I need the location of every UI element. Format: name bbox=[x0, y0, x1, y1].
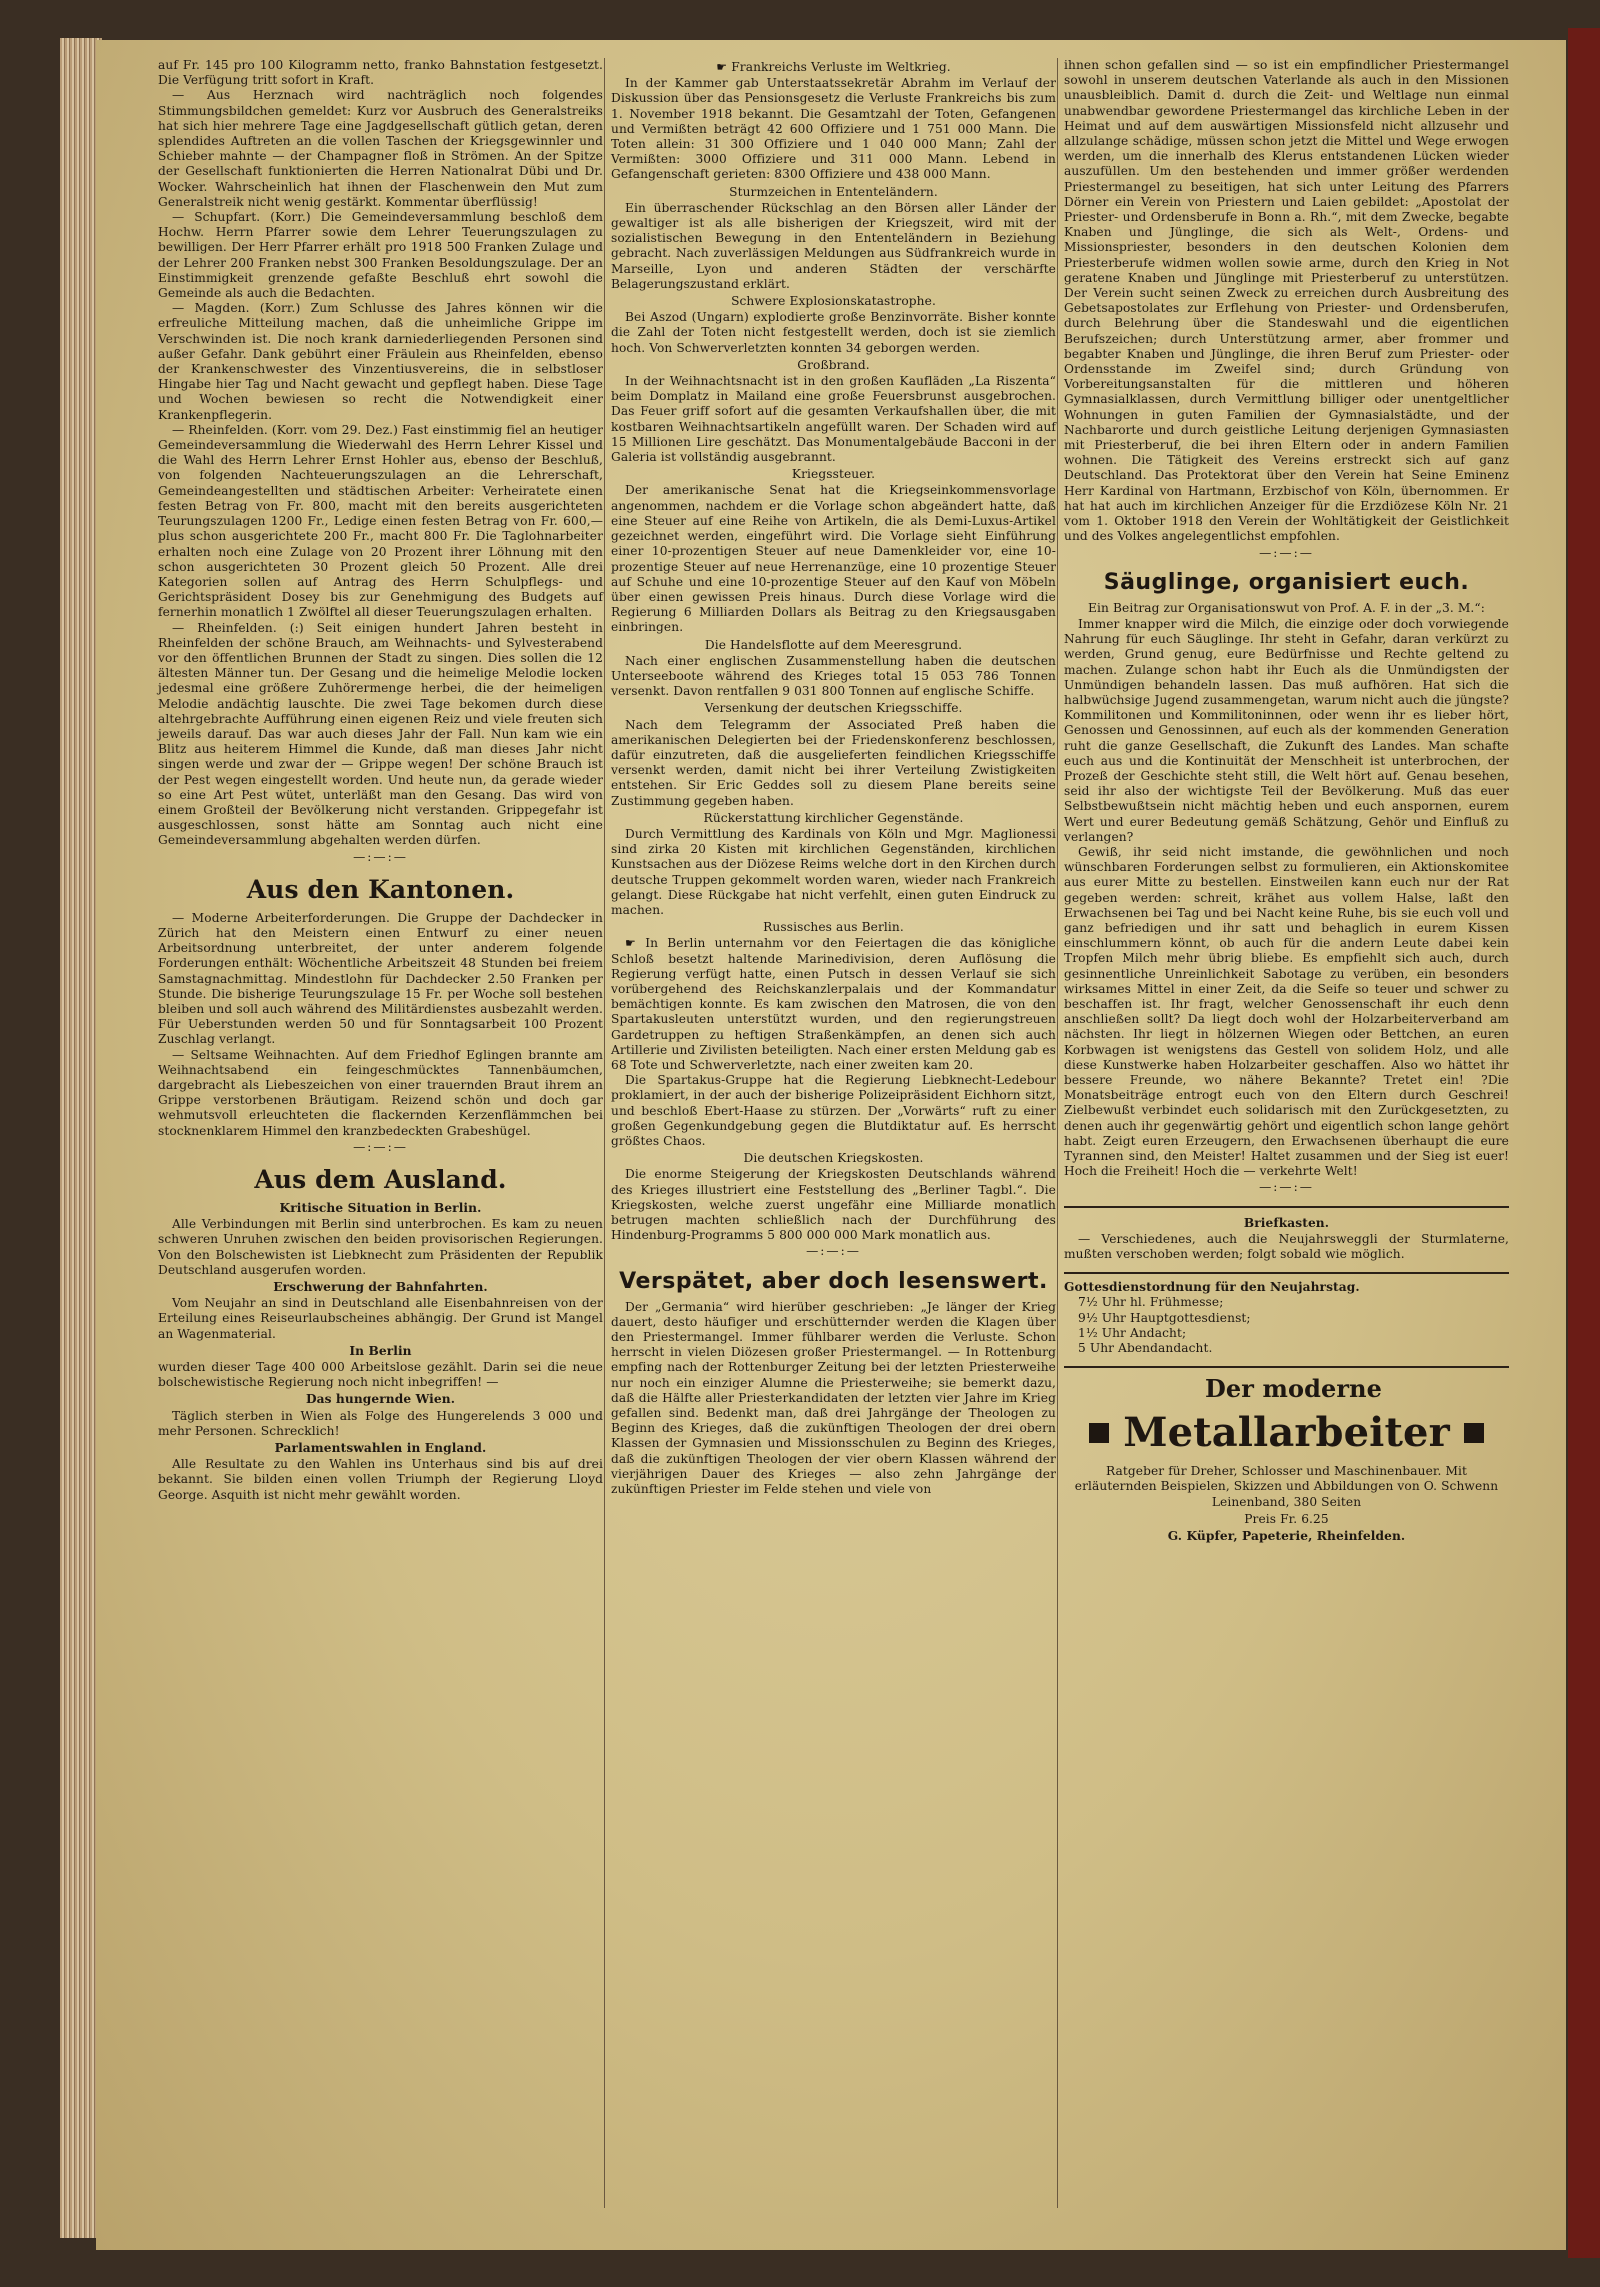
ad-main-title: Metallarbeiter bbox=[1123, 1409, 1450, 1457]
article-subheading: Parlamentswahlen in England. bbox=[274, 1441, 487, 1456]
square-ornament-icon bbox=[1089, 1423, 1109, 1443]
article-paragraph: Alle Verbindungen mit Berlin sind unterbrochen. Es kam zu neuen schweren Unruhen zwischen den beiden provisorischen Regierungen. Von den Bolschewisten ist Liebknecht zum Präsidenten der Republik Deutschland ausgerufen worden. bbox=[158, 1217, 603, 1277]
headline-saeuglinge: Säuglinge, organisiert euch. bbox=[1103, 569, 1470, 595]
article-subheading: Rückerstattung kirchlicher Gegenstände. bbox=[703, 810, 964, 825]
schedule-line: 1½ Uhr Andacht; bbox=[1078, 1325, 1187, 1340]
article-subheading: Großbrand. bbox=[797, 357, 870, 372]
article-subheading: Sturmzeichen in Ententeländern. bbox=[729, 184, 938, 199]
article-subheading: Erschwerung der Bahnfahrten. bbox=[273, 1280, 488, 1295]
ad-description: Ratgeber für Dreher, Schlosser und Maschinenbauer. Mit erläuternden Beispielen, Skizzen und Abbildungen von O. Schwenn Leinenband, 380 Seiten bbox=[1074, 1464, 1499, 1509]
article-paragraph: Ein überraschender Rückschlag an den Börsen aller Länder der gewaltiger ist als alle bisherigen der Kriegszeit, wird mit der sozialistischen Bewegung in den Ententeländern in Beziehung gebracht. Nach zuverlässigen Meldungen aus Südfrankreich wurde in Marseille, Lyon und anderen Städten der verschärfte Belagerungszustand erklärt. bbox=[611, 200, 1056, 291]
article-paragraph: — Rheinfelden. (:) Seit einigen hundert Jahren besteht in Rheinfelden der schöne Brauch, am Weihnachts- und Sylvesterabend vor den öffentlichen Brunnen der Stadt zu singen. Dies sollen die 12 ältesten Männer tun. Der Gesang und die heimelige Melodie locken jedesmal eine größere Zuhörermenge herbei, die der heimeligen Melodie andächtig lauschte. Die zwei Tage bekomen durch diese altehrgebrachte Aufführung einen eigenen Reiz und viele freuten sich jeweils darauf. Das war auch dieses Jahr der Fall. Nun kam wie ein Blitz aus heiterem Himmel die Kunde, daß man dieses Jahr nicht singen werde und zwar der — Grippe wegen! Der schöne Brauch ist der Pest wegen eingestellt worden. Und heute nun, da gerade wieder so eine Art Pest wütet, unterläßt man den Gesang. Das wird von einem Großteil der Bevölkerung nicht verstanden. Grippegefahr ist ausgeschlossen, sonst hätte am Sonntag auch nicht eine Gemeindeversammlung abgehalten werden dürfen. bbox=[158, 620, 603, 848]
article-paragraph: — Magden. (Korr.) Zum Schlusse des Jahres können wir die erfreuliche Mitteilung machen, daß die unheimliche Grippe im Verschwinden ist. Die noch krank darniederliegenden Personen sind außer Gefahr. Dank gebührt einer Fräulein aus Rheinfelden, ebenso der Krankenschwester des Vinzentiusvereins, die in selbstloser Hingabe hier Tag und Nacht gewacht und gepflegt haben. Diese Tage und Wochen bewiesen so recht die Notwendigkeit einer Krankenpflegerin. bbox=[158, 301, 603, 422]
column-1 bbox=[158, 58, 603, 1503]
article-paragraph: Nach dem Telegramm der Associated Preß haben die amerikanischen Delegierten bei der Friedenskonferenz beschlossen, dafür einzutreten, daß die ausgelieferten feindlichen Kriegsschiffe versenkt werden, damit nicht bei ihrer Verteilung Zwistigkeiten entstehen. Sir Eric Geddes soll zu diesem Plane bereits seine Zustimmung gegeben haben. bbox=[611, 717, 1056, 808]
section-heading-ausland: Aus dem Ausland. bbox=[254, 1165, 507, 1195]
advertisement-metallarbeiter bbox=[1064, 1366, 1509, 1544]
column-2 bbox=[611, 58, 1056, 1497]
article-paragraph: — Seltsame Weihnachten. Auf dem Friedhof Eglingen brannte am Weihnachtsabend ein feingeschmücktes Tannenbäumchen, dargebracht als Liebeszeichen von einer trauernden Braut ihrem an Grippe verstorbenen Bräutigam. Reizend schön und doch gar wehmutsvoll erleuchteten die flackernden Kerzenflämmchen bei stocknenklarem Himmel den kranzbedeckten Grabeshügel. bbox=[158, 1047, 603, 1138]
article-paragraph: Der amerikanische Senat hat die Kriegseinkommensvorlage angenommen, nachdem er die Vorlage schon abgeändert hatte, daß eine Steuer auf eine Reihe von Artikeln, die als Demi-Luxus-Artikel gezeichnet werden, eingeführt wird. Die Vorlage sieht Einführung einer 10-prozentigen Steuer auf neue Damenkleider vor, eine 10-prozentige Steuer auf neue Herrenanzüge, eine 10 prozentige Steuer auf Schuhe und eine 10-prozentige Steuer auf den Kauf von Möbeln über einen gewissen Preis hinaus. Durch diese Vorlage wird die Regierung 6 Milliarden Dollars als Beitrag zu den Kriegsausgaben einbringen. bbox=[611, 483, 1056, 635]
separator: —:—:— bbox=[1259, 545, 1314, 560]
schedule-line: 5 Uhr Abendandacht. bbox=[1078, 1341, 1213, 1356]
separator: —:—:— bbox=[353, 1139, 408, 1154]
article-byline: Ein Beitrag zur Organisationswut von Prof. A. F. in der „3. M.“: bbox=[1088, 600, 1485, 615]
schedule-line: 7½ Uhr hl. Frühmesse; bbox=[1078, 1295, 1224, 1310]
ad-shop: G. Küpfer, Papeterie, Rheinfelden. bbox=[1167, 1529, 1406, 1544]
square-ornament-icon bbox=[1464, 1423, 1484, 1443]
article-paragraph: wurden dieser Tage 400 000 Arbeitslose gezählt. Darin sei die neue bolschewistische Regierung noch nicht inbegriffen! — bbox=[158, 1360, 603, 1390]
article-paragraph: — Moderne Arbeiterforderungen. Die Gruppe der Dachdecker in Zürich hat den Meistern einen Entwurf zu einer neuen Arbeitsordnung unterbreitet, der unter anderem folgende Forderungen enthält: Wöchentliche Arbeitszeit 48 Stunden bei freiem Samstagnachmittag. Mindestlohn für Dachdecker 2.50 Franken per Stunde. Die bisherige Teurungszulage 15 Fr. per Woche soll bestehen bleiben und soll auch während des Militärdienstes ausbezahlt werden. Für Ueberstunden werden 50 und für Sonntagsarbeit 100 Prozent Zuschlag verlangt. bbox=[158, 910, 603, 1047]
article-subheading: Russisches aus Berlin. bbox=[763, 920, 904, 935]
article-subheading: Kritische Situation in Berlin. bbox=[279, 1201, 482, 1216]
newspaper-page bbox=[96, 40, 1566, 2250]
article-paragraph: — Aus Herznach wird nachträglich noch folgendes Stimmungsbildchen gemeldet: Kurz vor Ausbruch des Generalstreiks hat sich hier mehrere Tage eine Jagdgesellschaft gütlich getan, deren splendides Auftreten an die vollen Taschen der Kriegsgewinnler und Schieber mahnte — der Champagner floß in Strömen. An der Spitze der Gesellschaft funktionierten die Herren Nationalrat Dübi und Dr. Wocker. Wahrscheinlich hat ihnen der Flaschenwein den Mut zum Generalstreik nicht wenig gestärkt. Kommentar überflüssig! bbox=[158, 88, 603, 209]
headline-verspaetet: Verspätet, aber doch lesenswert. bbox=[619, 1268, 1048, 1294]
article-paragraph: ☛ In Berlin unternahm vor den Feiertagen die das königliche Schloß besetzt haltende Marinedivision, deren Auflösung die Regierung verfügt hatte, einen Putsch in dessen Verlauf sie sich vorübergehend des Reichskanzlerpalais und der Kommandatur bemächtigen konnte. Es kam zwischen den Matrosen, die von den Spartakusleuten unterstützt wurden, und den regierungstreuen Gardetruppen zu heftigen Straßenkämpfen, an denen sich auch Artillerie und Zivilisten beteiligten. Nach einer ersten Meldung gab es 68 Tote und Schwerverletzte, nach einer zweiten kam 20. bbox=[611, 936, 1056, 1072]
article-paragraph: In der Kammer gab Unterstaatssekretär Abrahm im Verlauf der Diskussion über das Pensionsgesetz die Verluste Frankreichs bis zum 1. November 1918 bekannt. Die Gesamtzahl der Toten, Gefangenen und Vermißten beträgt 42 600 Offiziere und 1 751 000 Mann. Die Toten allein: 31 300 Offiziere und 1 040 000 Mann; Zahl der Vermißten: 3000 Offiziere und 311 000 Mann. Lebend in Gefangenschaft gerieten: 8300 Offiziere und 438 000 Mann. bbox=[611, 76, 1056, 182]
article-subheading: Schwere Explosionskatastrophe. bbox=[731, 294, 936, 309]
schedule-line: 9½ Uhr Hauptgottesdienst; bbox=[1078, 1310, 1251, 1325]
column-rule-1 bbox=[604, 58, 605, 2208]
article-subheading: ☛ Frankreichs Verluste im Weltkrieg. bbox=[716, 60, 951, 74]
article-paragraph: Nach einer englischen Zusammenstellung haben die deutschen Unterseeboote während des Krieges total 15 053 786 Tonnen versenkt. Davon rentfallen 9 031 800 Tonnen auf englische Schiffe. bbox=[611, 653, 1056, 699]
gottesdienst-heading: Gottesdienstordnung für den Neujahrstag. bbox=[1064, 1280, 1360, 1295]
article-subheading: Das hungernde Wien. bbox=[305, 1392, 456, 1407]
article-subheading: Die Handelsflotte auf dem Meeresgrund. bbox=[704, 637, 963, 652]
article-paragraph: ihnen schon gefallen sind — so ist ein empfindlicher Priestermangel sowohl in unserem deutschen Vaterlande als auch in den Missionen unausbleiblich. Damit d. durch die Zeit- und Weltlage nun einmal unabwendbar gewordene Priestermangel das kirchliche Leben in der Heimat und auf dem auswärtigen Missionsfeld nicht allzusehr und allzulange schädige, müssen schon jetzt die Mittel und Wege erwogen werden, um die innerhalb des Klerus entstandenen Lücken wieder auszufüllen. Um den bestehenden und immer größer werdenden Priestermangel zu beseitigen, hat sich unter Leitung des Pfarrers Dörner ein Verein von Priestern und Laien gebildet: „Apostolat der Priester- und Ordensberufe in Bonn a. Rh.“, mit dem Zwecke, begabte Knaben und Jünglinge, die sich als Welt-, Ordens- und Missionspriester, besonders in den deutschen Kolonien dem Priesterberufe widmen wollen sowie arme, durch den Krieg in Not geratene Knaben und Jünglinge mit Priesterberuf zu unterstützen. Der Verein sucht seinen Zweck zu erreichen durch Ausbreitung des Gebetsapostolates zur Erflehung von Priester- und Ordensberufen, durch Belehrung über die Standeswahl und die eigentlichen Berufszeichen; durch Unterstützung armer, aber frommer und begabter Knaben und Jünglinge, die ihren Beruf zum Priester- oder Ordensstande im Zweifel sind; durch Gründung von Vorbereitungsanstalten für die mittleren und höheren Gymnasialklassen, durch Vermittlung billiger oder unentgeltlicher Wohnungen in guten Familien der Gymnasialstädte, und der Nachbarorte und durch geistliche Leitung derjenigen Gymnasiasten mit Priesterberuf, die bei ihren Eltern oder in andern Familien wohnen. Die Tätigkeit des Vereins erstreckt sich auf ganz Deutschland. Das Protektorat über den Verein hat Seine Eminenz Herr Kardinal von Hartmann, Erzbischof von Köln, übernommen. Er hat hat auch im kirchlichen Anzeiger für die Erzdiözese Köln Nr. 21 vom 1. Oktober 1918 den Verein der Wohltätigkeit der Geistlichkeit und des Volkes angelegentlichst empfohlen. bbox=[1064, 58, 1509, 544]
ad-main-line bbox=[1064, 1408, 1509, 1458]
article-paragraph: Bei Aszod (Ungarn) explodierte große Benzinvorräte. Bisher konnte die Zahl der Toten nicht festgestellt werden, doch ist sie ziemlich hoch. Von Schwerverletzten konnten 34 geborgen werden. bbox=[611, 310, 1056, 355]
article-paragraph: Die enorme Steigerung der Kriegskosten Deutschlands während des Krieges illustriert eine Feststellung des „Berliner Tagbl.“. Die Kriegskosten, welche zuerst ungefähr eine Milliarde monatlich betrugen machten schließlich nach der Durchführung des Hindenburg-Programms 5 800 000 000 Mark monatlich aus. bbox=[611, 1167, 1056, 1243]
article-paragraph: — Rheinfelden. (Korr. vom 29. Dez.) Fast einstimmig fiel an heutiger Gemeindeversammlung die Wiederwahl des Herrn Lehrer Kissel und die Wahl des Herrn Lehrer Ernst Hohler aus, ebenso der Beschluß, von folgenden Nachteuerungszulagen an die Lehrerschaft, Gemeindeangestellten und städtischen Arbeiter: Verheiratete einen festen Betrag von Fr. 800, macht mit den bereits ausgerichteten Teurungszulagen 1200 Fr., Ledige einen festen Betrag von Fr. 600,— plus schon ausgerichtete 200 Fr., macht 800 Fr. Die Taglohnarbeiter erhalten noch eine Zulage von 20 Prozent ihrer Löhnung mit den schon ausgerichteten 30 Prozent gleich 50 Prozent. Alle drei Kategorien sollen auf Antrag des Herrn Schulpflegs- und Gerichtspräsident Dosey bis zur Genehmigung des Budgets auf fernerhin monatlich 1 Zwölftel all dieser Teuerungszulagen erhalten. bbox=[158, 422, 603, 620]
article-paragraph: Gewiß, ihr seid nicht imstande, die gewöhnlichen und noch wünschbaren Forderungen selbst zu formulieren, ein Aktionskomitee aus eurer Mitte zu bestellen. Einstweilen kann euch nur der Rat gegeben werden: schreit, krähet aus vollem Halse, laßt den Erwachsenen bei Tag und bei Nacht keine Ruhe, bis sie euch voll und ganz befriedigen und ihr satt und behaglich in eurem Kissen einschlummern könnt, ob auch für die andern Leute dabei kein Tropfen Milch mehr übrig bliebe. Es empfiehlt sich auch, durch gesinnentliche Unreinlichkeit Sabotage zu verüben, ein besonders wirksames Mittel in einer Zeit, da die Seife so teuer und schwer zu beschaffen ist. Ihr fragt, welcher Genossenschaft ihr euch denn anschließen sollt? Da liegt doch wohl der Holzarbeiterverband am nächsten. Ihr liegt in hölzernen Wiegen oder Bettchen, an euren Korbwagen ist wenigstens das Gestell von solidem Holz, und alle diese Kunstwerke haben Holzarbeiter geschaffen. Also wo hättet ihr bessere Freunde, wo nähere Bekannte? Tretet ein! ?Die Monatsbeiträge entrogt euch von den Eltern durch Geschrei! Zielbewußt verbindet euch solidarisch mit den Zurückgesetzten, zu denen auch ihr gegenwärtig gehört und eigentlich schon lange gehört habt. Zeigt euren Erzeugern, den Erwachsenen überhaupt die eure Tyrannen sind, den Meister! Haltet zusammen und der Sieg ist euer! Hoch die Freiheit! Hoch die — verkehrte Welt! bbox=[1064, 844, 1509, 1179]
article-paragraph: Immer knapper wird die Milch, die einzige oder doch vorwiegende Nahrung für euch Säuglinge. Ihr steht in Gefahr, daran verkürzt zu werden, Grund genug, eure Bedürfnisse und Rechte geltend zu machen. Zulange schon habt ihr Euch als die Unmündigsten der Unmündigen behandeln lassen. Das muß aufhören. Hat sich die halbwüchsige Jugend zusammengetan, warum nicht auch die jüngste? Kommilitonen und Kommilitoninnen, oder wenn ihr es lieber hört, Genossen und Genossinnen, auf euch als der kommenden Generation ruht die ganze Gesellschaft, die Zukunft des Landes. Man schafte euch aus und die Kontinuität der Menschheit ist unterbrochen, der Prozeß der Geschichte steht still, die Welt hört auf. Genau besehen, seid ihr also der wichtigste Teil der Bevölkerung. Muß das euer Selbstbewußtsein nicht mächtig heben und euch anspornen, eurem Wert und eurer Bedeutung gemäß Schätzung, Gehör und Einfluß zu verlangen? bbox=[1064, 616, 1509, 844]
article-paragraph: In der Weihnachtsnacht ist in den großen Kaufläden „La Riszenta“ beim Domplatz in Mailand eine große Feuersbrunst ausgebrochen. Das Feuer griff sofort auf die gesamten Verkaufshallen über, die mit kostbaren Weihnachtsartikeln angefüllt waren. Der Schaden wird auf 15 Millionen Lire geschätzt. Das Monumentalgebäude Bacconi in der Galeria ist vollständig ausgebrannt. bbox=[611, 374, 1056, 465]
article-subheading: In Berlin bbox=[349, 1343, 412, 1358]
column-rule-2 bbox=[1057, 58, 1058, 2208]
separator: —:—:— bbox=[1259, 1180, 1314, 1195]
briefkasten-box bbox=[1064, 1206, 1509, 1263]
ad-price: Preis Fr. 6.25 bbox=[1244, 1511, 1329, 1526]
column-3 bbox=[1064, 58, 1509, 1545]
article-paragraph: auf Fr. 145 pro 100 Kilogramm netto, franko Bahnstation festgesetzt. Die Verfügung tritt sofort in Kraft. bbox=[158, 58, 603, 88]
article-subheading: Kriegssteuer. bbox=[791, 467, 876, 482]
article-paragraph: Täglich sterben in Wien als Folge des Hungerelends 3 000 und mehr Personen. Schrecklich! bbox=[158, 1408, 603, 1438]
article-paragraph: — Schupfart. (Korr.) Die Gemeindeversammlung beschloß dem Hochw. Herrn Pfarrer sowie dem Lehrer Teuerungszulagen zu bewilligen. Der Herr Pfarrer erhält pro 1918 500 Franken Zulage und der Lehrer 200 Franken nebst 300 Franken Besoldungszulage. Der an Einstimmigkeit grenzende gefaßte Beschluß ehrt sowohl die Gemeinde als auch die Bedachten. bbox=[158, 210, 603, 301]
article-subheading: Versenkung der deutschen Kriegsschiffe. bbox=[704, 701, 963, 716]
briefkasten-text: — Verschiedenes, auch die Neujahrsweggli der Sturmlaterne, mußten verschoben werden; folgt sobald wie möglich. bbox=[1064, 1231, 1509, 1262]
ad-title: Der moderne bbox=[1205, 1374, 1382, 1404]
article-paragraph: Vom Neujahr an sind in Deutschland alle Eisenbahnreisen von der Erteilung eines Reiseurlaubscheines abhängig. Der Grund ist Mangel an Wagenmaterial. bbox=[158, 1296, 603, 1341]
section-heading-kantonen: Aus den Kantonen. bbox=[246, 874, 515, 904]
article-paragraph: Alle Resultate zu den Wahlen ins Unterhaus sind bis auf drei bekannt. Sie bilden einen vollen Triumph der Regierung Lloyd George. Asquith ist nicht mehr gewählt worden. bbox=[158, 1457, 603, 1502]
article-subheading: Die deutschen Kriegskosten. bbox=[743, 1151, 924, 1166]
separator: —:—:— bbox=[353, 849, 408, 864]
article-paragraph: Durch Vermittlung des Kardinals von Köln und Mgr. Maglionessi sind zirka 20 Kisten mit kirchlichen Gegenständen, kirchlichen Kunstsachen aus der Diözese Reims welche dort in den Kirchen durch deutsche Truppen gekommelt worden waren, wieder nach Frankreich gelangt. Diese Rückgabe hat nicht verfehlt, einen guten Eindruck zu machen. bbox=[611, 826, 1056, 917]
briefkasten-heading: Briefkasten. bbox=[1243, 1215, 1330, 1230]
article-paragraph: Der „Germania“ wird hierüber geschrieben: „Je länger der Krieg dauert, desto häufiger und erschütternder werden die Klagen über den Priestermangel. Immer fühlbarer werden die Verluste. Schon herrscht in vielen Diözesen großer Priestermangel. — In Rottenburg empfing nach der Rottenburger Zeitung bei der letzten Priesterweihe nur noch ein einziger Alumne die Priesterweihe; sie bemerkt dazu, daß die Hälfte aller Priesterkandidaten der letzten vier Jahre im Krieg gefallen sind. Bedenkt man, daß drei Jahrgänge der Theologen zu Beginn des Krieges, daß die zukünftigen Theologen der drei obern Klassen der Gymnasien und Missionsschulen zu Beginn des Krieges, daß die zukünftigen Theologen der vier obern Klassen während der vierjährigen Dauer des Krieges — also zehn Jahrgänge der zukünftigen Priester im Felde stehen und viele von bbox=[611, 1299, 1056, 1497]
book-binding-edge bbox=[1568, 28, 1600, 2258]
gottesdienst-box bbox=[1064, 1272, 1509, 1356]
separator: —:—:— bbox=[806, 1244, 861, 1259]
article-paragraph: Die Spartakus-Gruppe hat die Regierung Liebknecht-Ledebour proklamiert, in der auch der bisherige Polizeipräsident Eichhorn sitzt, und beschloß Ebert-Haase zu stürzen. Der „Vorwärts“ ruft zu einer großen Gegenkundgebung gegen die Blutdiktatur auf. Es herrscht größtes Chaos. bbox=[611, 1073, 1056, 1149]
